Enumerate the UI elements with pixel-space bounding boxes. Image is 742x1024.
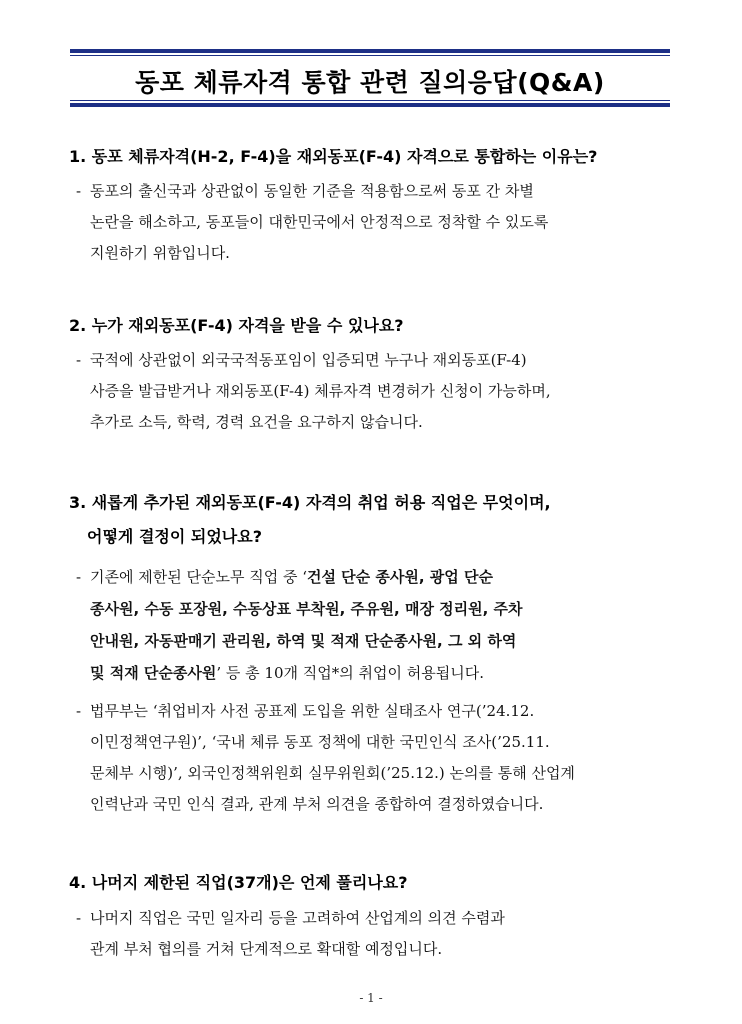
answer-3-2-line: 법무부는 ‘취업비자 사전 공표제 도입을 위한 실태조사 연구(’24.12. xyxy=(90,702,535,720)
answer-4-line: 관계 부처 협의를 거쳐 단계적으로 확대할 예정입니다. xyxy=(90,940,443,958)
answer-3-1-line xyxy=(90,657,675,689)
answer-1 xyxy=(76,176,675,269)
allowed-jobs-text: 건설 단순 종사원, 광업 단순 xyxy=(306,568,493,586)
answer-2-line: 추가로 소득, 학력, 경력 요건을 요구하지 않습니다. xyxy=(90,413,423,431)
answer-1-line: 지원하기 위함입니다. xyxy=(90,244,230,262)
answer-3-2-line: 이민정책연구원)’, ‘국내 체류 동포 정책에 대한 국민인식 조사(’25.11. xyxy=(90,733,550,751)
bullet-dash: - xyxy=(76,702,82,720)
title-box xyxy=(70,49,670,107)
answer-2 xyxy=(76,345,675,438)
bullet-dash: - xyxy=(76,568,82,586)
answer-2-line: 사증을 발급받거나 재외동포(F-4) 체류자격 변경허가 신청이 가능하며, xyxy=(90,382,551,400)
question-1: 1. 동포 체류자격(H-2, F-4)을 재외동포(F-4) 자격으로 통합하는 이유는? xyxy=(69,147,598,166)
answer-3-1 xyxy=(76,561,675,689)
question-3-line: 어떻게 결정이 되었나요? xyxy=(87,527,262,546)
question-4: 4. 나머지 제한된 직업(37개)은 언제 풀리나요? xyxy=(69,873,408,892)
question-3 xyxy=(69,486,679,554)
bullet-dash: - xyxy=(76,909,82,927)
answer-2-line: 국적에 상관없이 외국국적동포임이 입증되면 누구나 재외동포(F-4) xyxy=(90,351,527,369)
allowed-jobs-text: 안내원, 자동판매기 관리원, 하역 및 적재 단순종사원, 그 외 하역 xyxy=(90,632,517,650)
bullet-dash: - xyxy=(76,351,82,369)
page-number: - 1 - xyxy=(359,991,383,1005)
title-rule-top-thin xyxy=(70,55,670,56)
title-rule-bottom xyxy=(70,103,670,107)
question-3-line: 3. 새롭게 추가된 재외동포(F-4) 자격의 취업 허용 직업은 무엇이며, xyxy=(69,493,551,512)
answer-1-line: 동포의 출신국과 상관없이 동일한 기준을 적용함으로써 동포 간 차별 xyxy=(90,182,534,200)
answer-3-1-line xyxy=(90,561,675,593)
answer-4 xyxy=(76,903,675,965)
bullet-dash: - xyxy=(76,182,82,200)
question-2: 2. 누가 재외동포(F-4) 자격을 받을 수 있나요? xyxy=(69,316,404,335)
allowed-jobs-text: 및 적재 단순종사원 xyxy=(90,664,217,682)
answer-3-2 xyxy=(76,696,675,820)
page-title: 동포 체류자격 통합 관련 질의응답(Q&A) xyxy=(135,68,605,97)
title-rule-bottom-thin xyxy=(70,100,670,101)
answer-text: 기존에 제한된 단순노무 직업 중 ‘ xyxy=(90,568,307,586)
answer-4-line: 나머지 직업은 국민 일자리 등을 고려하여 산업계의 의견 수렴과 xyxy=(90,909,505,927)
allowed-jobs-text: 종사원, 수동 포장원, 수동상표 부착원, 주유원, 매장 정리원, 주차 xyxy=(90,600,523,618)
answer-3-2-line: 문체부 시행)’, 외국인정책위원회 실무위원회(’25.12.) 논의를 통해 산업계 xyxy=(90,764,575,782)
title-rule-top xyxy=(70,49,670,53)
answer-text: ’ 등 총 10개 직업*의 취업이 허용됩니다. xyxy=(216,664,484,682)
answer-1-line: 논란을 해소하고, 동포들이 대한민국에서 안정적으로 정착할 수 있도록 xyxy=(90,213,549,231)
answer-3-2-line: 인력난과 국민 인식 결과, 관계 부처 의견을 종합하여 결정하였습니다. xyxy=(90,795,544,813)
